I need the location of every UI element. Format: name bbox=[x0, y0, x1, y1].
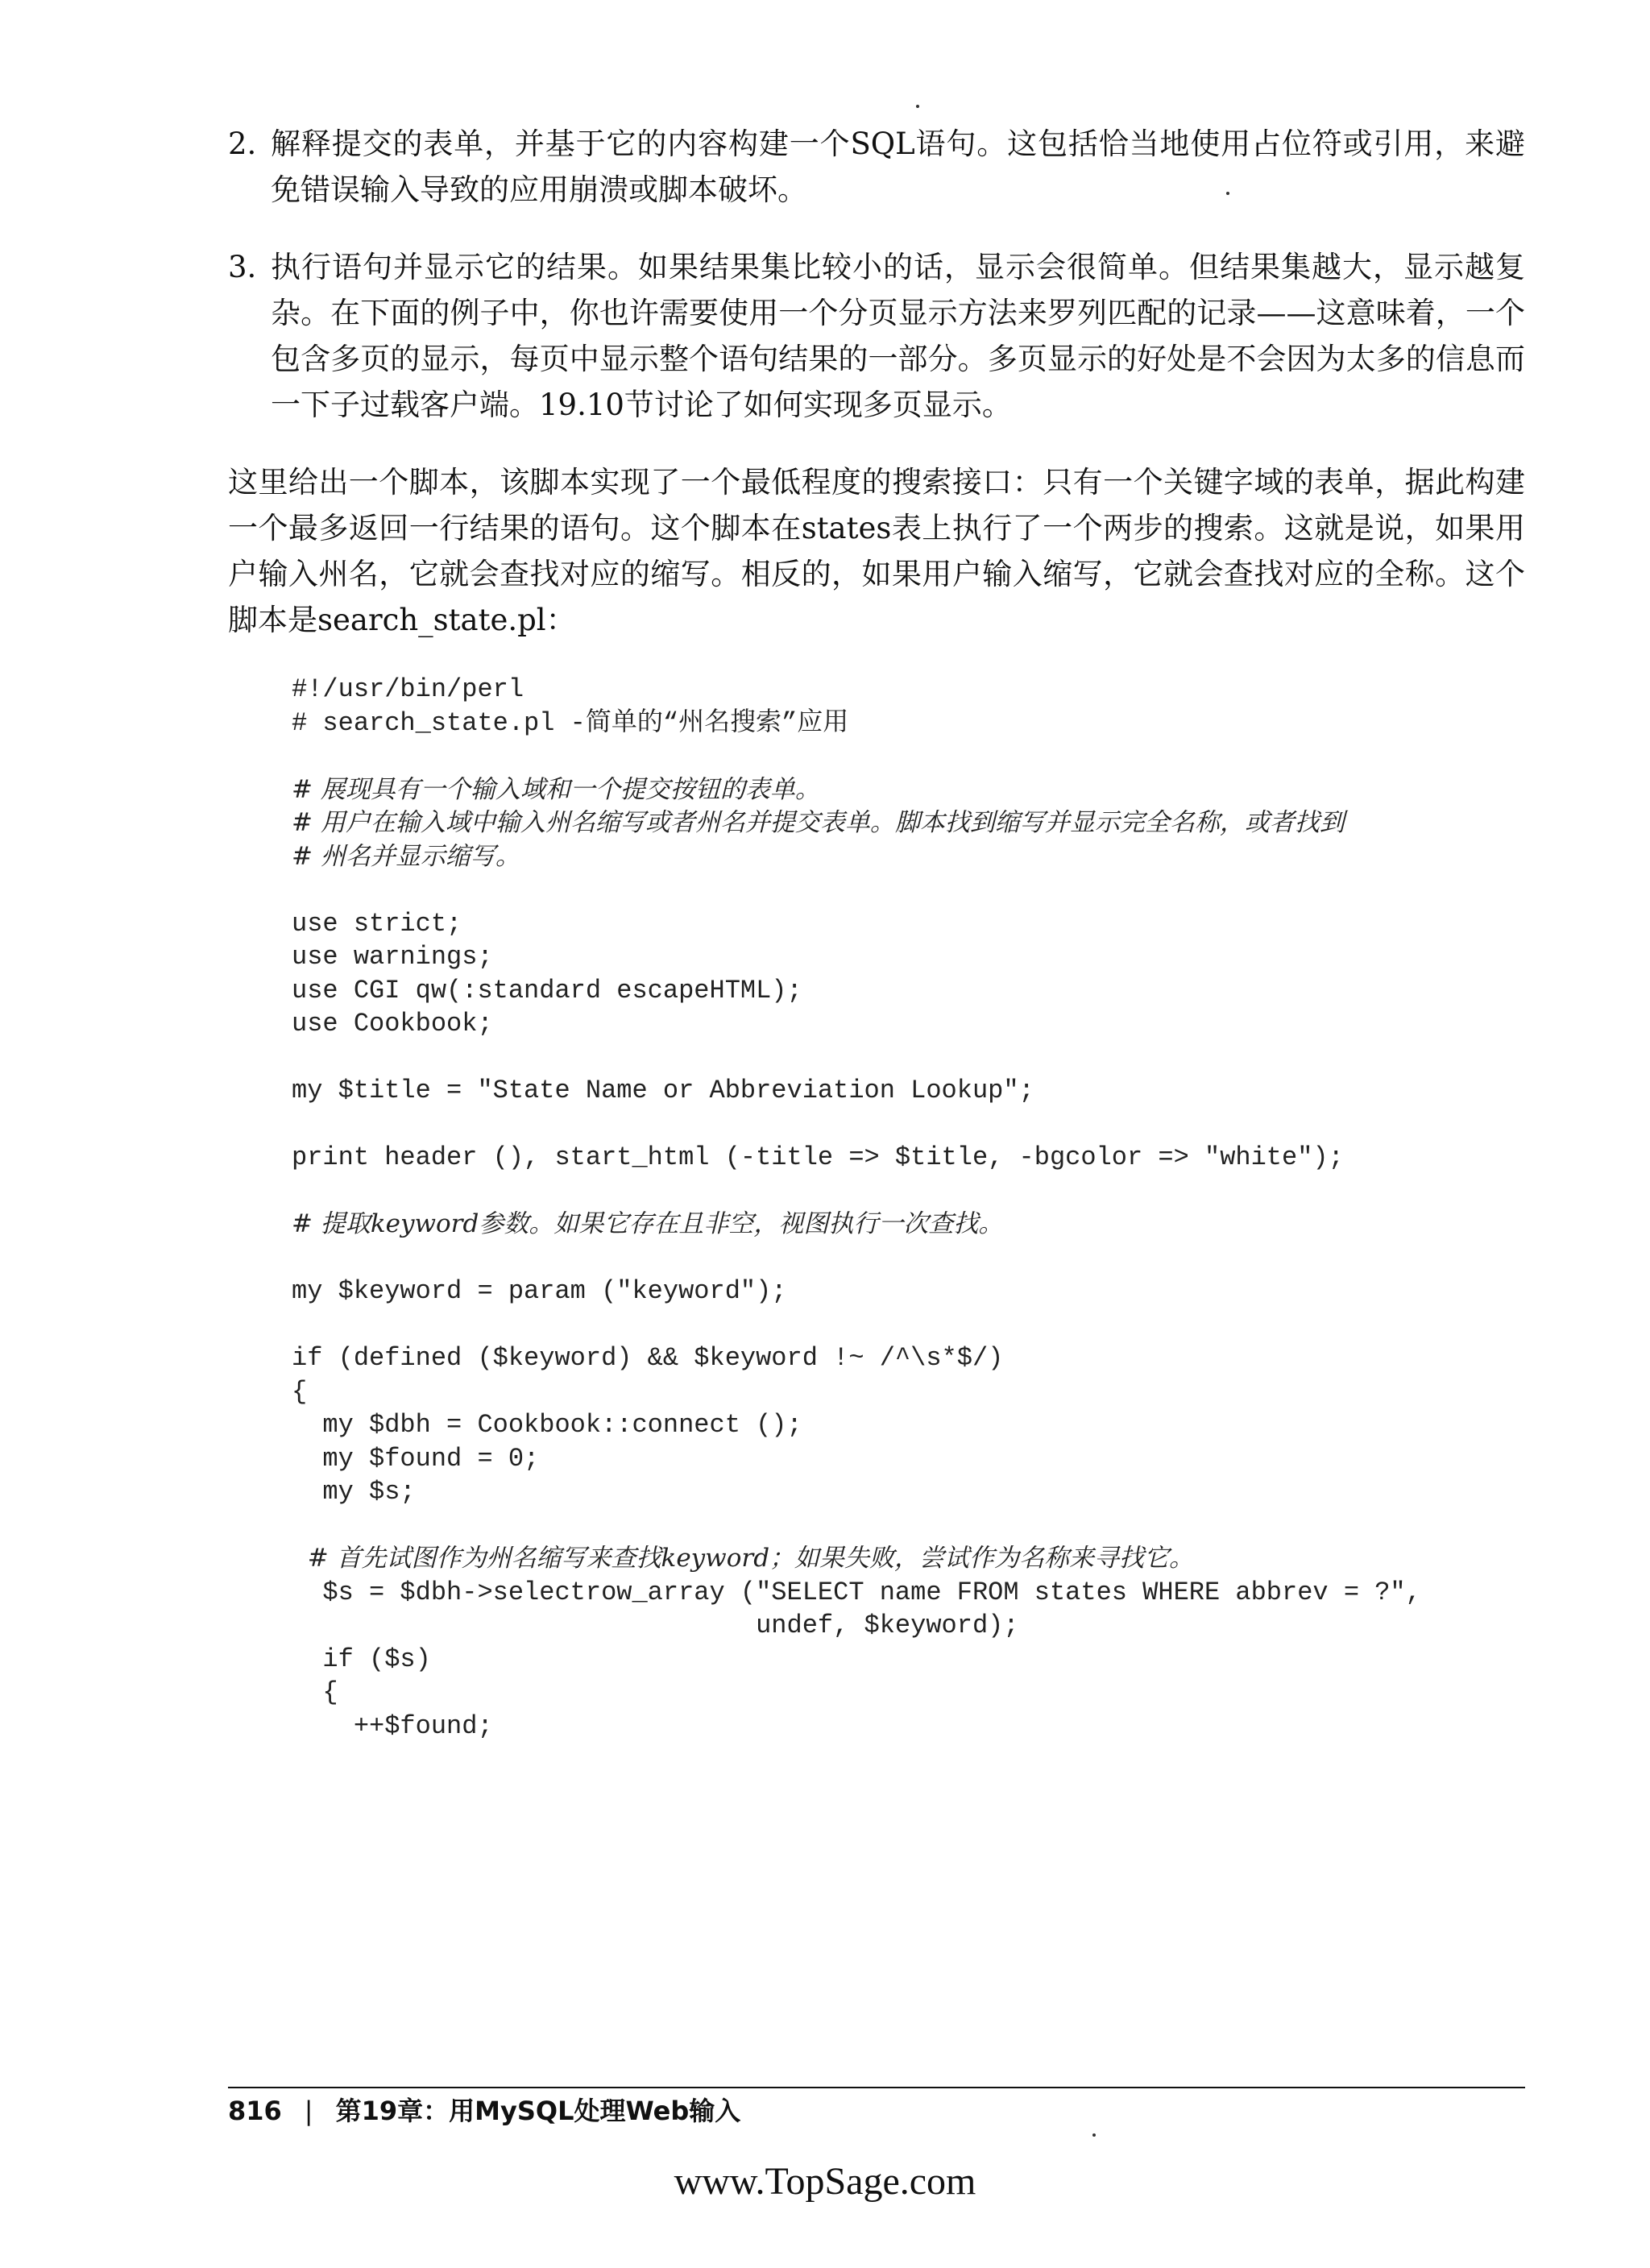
list-item-text: 解释提交的表单，并基于它的内容构建一个SQL语句。这包括恰当地使用占位符或引用，来避免错误输入导致的应用崩溃或脚本破坏。 bbox=[271, 126, 1525, 207]
code-comment-line: # 展现具有一个输入域和一个提交按钮的表单。 bbox=[292, 774, 820, 804]
code-line bbox=[292, 1509, 1548, 1543]
code-line: use warnings; bbox=[292, 942, 493, 972]
footer-rule bbox=[228, 2087, 1525, 2088]
code-line: #!/usr/bin/perl bbox=[292, 674, 524, 704]
code-line bbox=[292, 1308, 1548, 1342]
code-line bbox=[292, 1041, 1548, 1075]
scan-speck bbox=[1092, 2133, 1096, 2137]
code-comment-line: # 提取keyword参数。如果它存在且非空，视图执行一次查找。 bbox=[292, 1209, 1004, 1238]
code-line: my $s; bbox=[292, 1477, 416, 1507]
code-line: my $dbh = Cookbook::connect (); bbox=[292, 1410, 802, 1440]
footer-separator: | bbox=[304, 2096, 313, 2126]
code-comment-line: # 州名并显示缩写。 bbox=[292, 841, 520, 871]
code-line: if (defined ($keyword) && $keyword !~ /^\s*$/) bbox=[292, 1343, 1004, 1373]
code-line: my $found = 0; bbox=[292, 1443, 540, 1474]
scan-speck bbox=[916, 105, 919, 108]
code-line: undef, $keyword); bbox=[292, 1611, 1019, 1640]
list-item-3 bbox=[228, 244, 1525, 428]
code-line bbox=[292, 740, 1548, 773]
code-line: { bbox=[292, 1677, 338, 1707]
code-line: use CGI qw(:standard escapeHTML); bbox=[292, 975, 802, 1005]
code-line: print header (), start_html (-title => $title, -bgcolor => "white"); bbox=[292, 1142, 1344, 1172]
code-line: my $title = "State Name or Abbreviation Lookup"; bbox=[292, 1076, 1034, 1105]
list-item-text: 执行语句并显示它的结果。如果结果集比较小的话，显示会很简单。但结果集越大，显示越复杂。在下面的例子中，你也许需要使用一个分页显示方法来罗列匹配的记录——这意味着，一个包含多页的显示，每页中显示整个语句结果的一部分。多页显示的好处是不会因为太多的信息而一下子过载客户端。19.10节讨论了如何实现多页显示。 bbox=[271, 250, 1525, 422]
code-line: if ($s) bbox=[292, 1644, 431, 1674]
scan-speck bbox=[1226, 192, 1229, 195]
list-item-number: 3. bbox=[228, 250, 257, 284]
page-number: 816 bbox=[228, 2096, 282, 2126]
page-footer bbox=[228, 2093, 740, 2129]
watermark-url: www.TopSage.com bbox=[674, 2160, 976, 2203]
code-line: use Cookbook; bbox=[292, 1009, 493, 1039]
code-line: # search_state.pl -简单的“州名搜索”应用 bbox=[292, 707, 849, 738]
code-line bbox=[292, 1108, 1548, 1142]
list-item-number: 2. bbox=[228, 126, 257, 161]
list-item-2 bbox=[228, 121, 1525, 213]
code-line: { bbox=[292, 1376, 308, 1407]
code-line bbox=[292, 1242, 1548, 1275]
code-line: use strict; bbox=[292, 908, 462, 939]
code-comment-line: # 用户在输入域中输入州名缩写或者州名并提交表单。脚本找到缩写并显示完全名称，或者找到 bbox=[292, 808, 1345, 837]
code-line bbox=[292, 1175, 1548, 1209]
code-line: ++$found; bbox=[292, 1710, 493, 1741]
intro-paragraph: 这里给出一个脚本，该脚本实现了一个最低程度的搜索接口：只有一个关键字域的表单，据此构建一个最多返回一行结果的语句。这个脚本在states表上执行了一个两步的搜索。这就是说，如果用户输入州名，它就会查找对应的缩写。相反的，如果用户输入缩写，它就会查找对应的全称。这个脚本是search_state.pl： bbox=[228, 465, 1525, 637]
code-line: $s = $dbh->selectrow_array ("SELECT name FROM states WHERE abbrev = ?", bbox=[292, 1577, 1421, 1607]
code-line: my $keyword = param ("keyword"); bbox=[292, 1276, 787, 1306]
chapter-title: 第19章：用MySQL处理Web输入 bbox=[335, 2096, 741, 2126]
code-comment-line: # 首先试图作为州名缩写来查找keyword；如果失败，尝试作为名称来寻找它。 bbox=[292, 1544, 1195, 1573]
code-listing bbox=[292, 673, 1548, 1743]
code-line bbox=[292, 873, 1548, 907]
